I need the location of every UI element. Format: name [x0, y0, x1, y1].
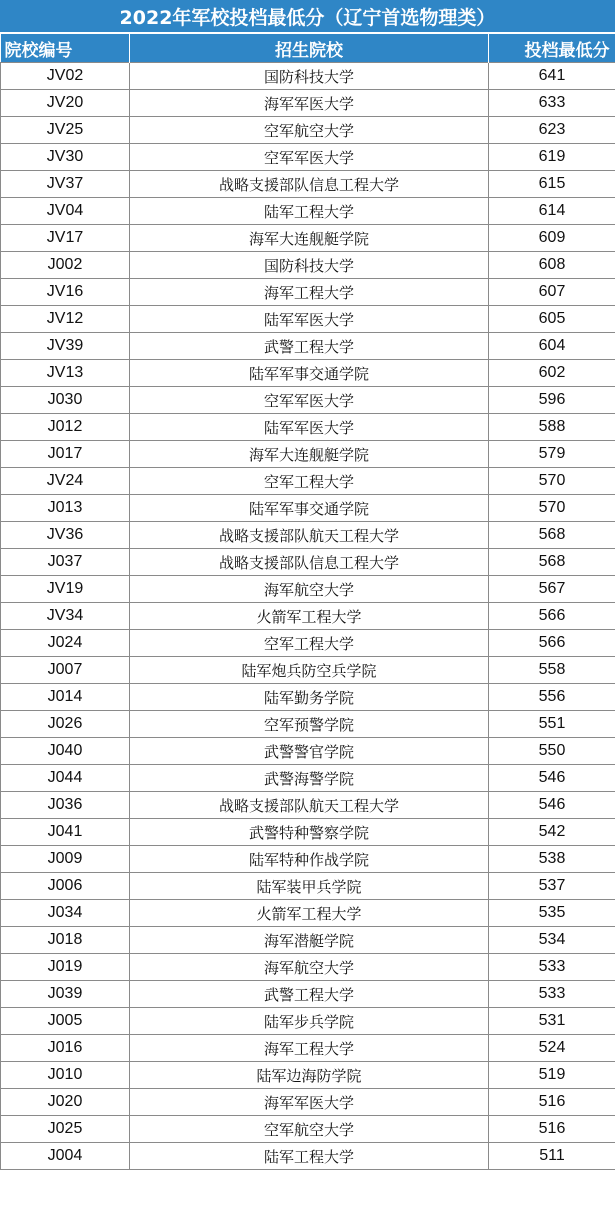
cell-school: 海军工程大学	[130, 1035, 489, 1062]
cell-code: JV17	[1, 225, 130, 252]
cell-code: J034	[1, 900, 130, 927]
cell-school: 空军预警学院	[130, 711, 489, 738]
cell-school: 战略支援部队信息工程大学	[130, 549, 489, 576]
cell-code: J040	[1, 738, 130, 765]
cell-school: 陆军工程大学	[130, 1143, 489, 1170]
header-school: 招生院校	[130, 34, 489, 63]
cell-school: 陆军特种作战学院	[130, 846, 489, 873]
cell-code: J026	[1, 711, 130, 738]
cell-school: 陆军边海防学院	[130, 1062, 489, 1089]
table-row	[1, 846, 615, 873]
table-row	[1, 333, 615, 360]
cell-school: 火箭军工程大学	[130, 603, 489, 630]
cell-score: 570	[489, 468, 615, 495]
cell-school: 陆军步兵学院	[130, 1008, 489, 1035]
cell-school: 陆军工程大学	[130, 198, 489, 225]
table-body	[1, 63, 615, 1170]
cell-code: J002	[1, 252, 130, 279]
cell-school: 陆军装甲兵学院	[130, 873, 489, 900]
cell-school: 空军航空大学	[130, 117, 489, 144]
cell-score: 608	[489, 252, 615, 279]
table-row	[1, 1035, 615, 1062]
cell-score: 641	[489, 63, 615, 90]
table-row	[1, 414, 615, 441]
cell-code: J020	[1, 1089, 130, 1116]
table-row	[1, 549, 615, 576]
cell-school: 海军航空大学	[130, 954, 489, 981]
cell-score: 588	[489, 414, 615, 441]
table-row	[1, 711, 615, 738]
cell-code: JV39	[1, 333, 130, 360]
cell-code: J041	[1, 819, 130, 846]
cell-code: JV16	[1, 279, 130, 306]
table-row	[1, 576, 615, 603]
cell-school: 陆军军医大学	[130, 306, 489, 333]
cell-code: J013	[1, 495, 130, 522]
table-row	[1, 252, 615, 279]
cell-school: 空军工程大学	[130, 630, 489, 657]
cell-school: 海军大连舰艇学院	[130, 441, 489, 468]
cell-school: 武警特种警察学院	[130, 819, 489, 846]
cell-code: J006	[1, 873, 130, 900]
table-row	[1, 90, 615, 117]
table-row	[1, 1116, 615, 1143]
table-row	[1, 684, 615, 711]
cell-code: J004	[1, 1143, 130, 1170]
table-row	[1, 819, 615, 846]
table-row	[1, 171, 615, 198]
table-row	[1, 1089, 615, 1116]
cell-score: 519	[489, 1062, 615, 1089]
table-row	[1, 873, 615, 900]
table-row	[1, 954, 615, 981]
cell-school: 武警警官学院	[130, 738, 489, 765]
table-row	[1, 198, 615, 225]
cell-school: 陆军勤务学院	[130, 684, 489, 711]
cell-score: 615	[489, 171, 615, 198]
cell-code: JV02	[1, 63, 130, 90]
cell-code: J030	[1, 387, 130, 414]
cell-code: JV13	[1, 360, 130, 387]
table-row	[1, 900, 615, 927]
cell-score: 619	[489, 144, 615, 171]
cell-score: 558	[489, 657, 615, 684]
cell-score: 566	[489, 630, 615, 657]
cell-school: 海军军医大学	[130, 90, 489, 117]
table-row	[1, 1143, 615, 1170]
table-row	[1, 981, 615, 1008]
cell-school: 海军大连舰艇学院	[130, 225, 489, 252]
table-row	[1, 927, 615, 954]
cell-code: J025	[1, 1116, 130, 1143]
cell-code: JV19	[1, 576, 130, 603]
cell-code: JV25	[1, 117, 130, 144]
cell-school: 陆军军事交通学院	[130, 495, 489, 522]
cell-score: 511	[489, 1143, 615, 1170]
cell-school: 海军航空大学	[130, 576, 489, 603]
cell-school: 国防科技大学	[130, 63, 489, 90]
table-row	[1, 495, 615, 522]
cell-code: J012	[1, 414, 130, 441]
cell-score: 607	[489, 279, 615, 306]
cell-code: JV12	[1, 306, 130, 333]
cell-school: 空军工程大学	[130, 468, 489, 495]
cell-school: 战略支援部队航天工程大学	[130, 792, 489, 819]
cell-code: JV30	[1, 144, 130, 171]
cell-code: J044	[1, 765, 130, 792]
cell-score: 531	[489, 1008, 615, 1035]
cell-school: 火箭军工程大学	[130, 900, 489, 927]
cell-score: 537	[489, 873, 615, 900]
cell-code: J024	[1, 630, 130, 657]
cell-score: 533	[489, 954, 615, 981]
cell-score: 551	[489, 711, 615, 738]
cell-school: 战略支援部队信息工程大学	[130, 171, 489, 198]
cell-code: J009	[1, 846, 130, 873]
table-row	[1, 387, 615, 414]
table-row	[1, 144, 615, 171]
cell-code: J037	[1, 549, 130, 576]
cell-score: 614	[489, 198, 615, 225]
cell-code: J016	[1, 1035, 130, 1062]
table-row	[1, 225, 615, 252]
table-row	[1, 1008, 615, 1035]
cell-code: J019	[1, 954, 130, 981]
cell-school: 武警海警学院	[130, 765, 489, 792]
cell-score: 546	[489, 765, 615, 792]
cell-score: 579	[489, 441, 615, 468]
cell-score: 567	[489, 576, 615, 603]
cell-school: 空军航空大学	[130, 1116, 489, 1143]
cell-code: J010	[1, 1062, 130, 1089]
cell-code: J014	[1, 684, 130, 711]
cell-code: JV36	[1, 522, 130, 549]
cell-score: 604	[489, 333, 615, 360]
cell-score: 566	[489, 603, 615, 630]
cell-code: JV37	[1, 171, 130, 198]
cell-school: 海军工程大学	[130, 279, 489, 306]
cell-score: 602	[489, 360, 615, 387]
cell-school: 武警工程大学	[130, 333, 489, 360]
cell-score: 570	[489, 495, 615, 522]
table-row	[1, 117, 615, 144]
cell-score: 535	[489, 900, 615, 927]
table-row	[1, 441, 615, 468]
cell-code: J017	[1, 441, 130, 468]
table-row	[1, 279, 615, 306]
cell-score: 568	[489, 522, 615, 549]
cell-score: 550	[489, 738, 615, 765]
cell-school: 国防科技大学	[130, 252, 489, 279]
table-row	[1, 306, 615, 333]
cell-code: JV34	[1, 603, 130, 630]
header-code: 院校编号	[1, 34, 130, 63]
table-header	[1, 34, 615, 63]
table-row	[1, 630, 615, 657]
table-row	[1, 1062, 615, 1089]
cell-school: 陆军军事交通学院	[130, 360, 489, 387]
cell-code: JV20	[1, 90, 130, 117]
cell-score: 623	[489, 117, 615, 144]
cell-code: J018	[1, 927, 130, 954]
table-row	[1, 360, 615, 387]
table-row	[1, 792, 615, 819]
cell-code: J039	[1, 981, 130, 1008]
score-table	[0, 34, 615, 1170]
cell-score: 524	[489, 1035, 615, 1062]
cell-score: 546	[489, 792, 615, 819]
cell-score: 516	[489, 1089, 615, 1116]
cell-score: 609	[489, 225, 615, 252]
table-title: 2022年军校投档最低分（辽宁首选物理类）	[0, 0, 615, 34]
cell-school: 空军军医大学	[130, 387, 489, 414]
cell-school: 战略支援部队航天工程大学	[130, 522, 489, 549]
cell-score: 534	[489, 927, 615, 954]
cell-code: JV04	[1, 198, 130, 225]
cell-score: 542	[489, 819, 615, 846]
cell-code: JV24	[1, 468, 130, 495]
cell-score: 568	[489, 549, 615, 576]
table-row	[1, 522, 615, 549]
cell-school: 陆军军医大学	[130, 414, 489, 441]
cell-score: 556	[489, 684, 615, 711]
cell-code: J005	[1, 1008, 130, 1035]
cell-score: 538	[489, 846, 615, 873]
table-row	[1, 603, 615, 630]
cell-code: J007	[1, 657, 130, 684]
cell-code: J036	[1, 792, 130, 819]
table-row	[1, 738, 615, 765]
table-row	[1, 657, 615, 684]
table-row	[1, 63, 615, 90]
cell-score: 633	[489, 90, 615, 117]
cell-score: 605	[489, 306, 615, 333]
table-row	[1, 468, 615, 495]
table-row	[1, 765, 615, 792]
cell-score: 516	[489, 1116, 615, 1143]
cell-score: 533	[489, 981, 615, 1008]
cell-school: 海军军医大学	[130, 1089, 489, 1116]
cell-school: 海军潜艇学院	[130, 927, 489, 954]
cell-school: 空军军医大学	[130, 144, 489, 171]
cell-score: 596	[489, 387, 615, 414]
header-score: 投档最低分	[489, 34, 615, 63]
header-row	[1, 34, 615, 63]
cell-school: 武警工程大学	[130, 981, 489, 1008]
cell-school: 陆军炮兵防空兵学院	[130, 657, 489, 684]
